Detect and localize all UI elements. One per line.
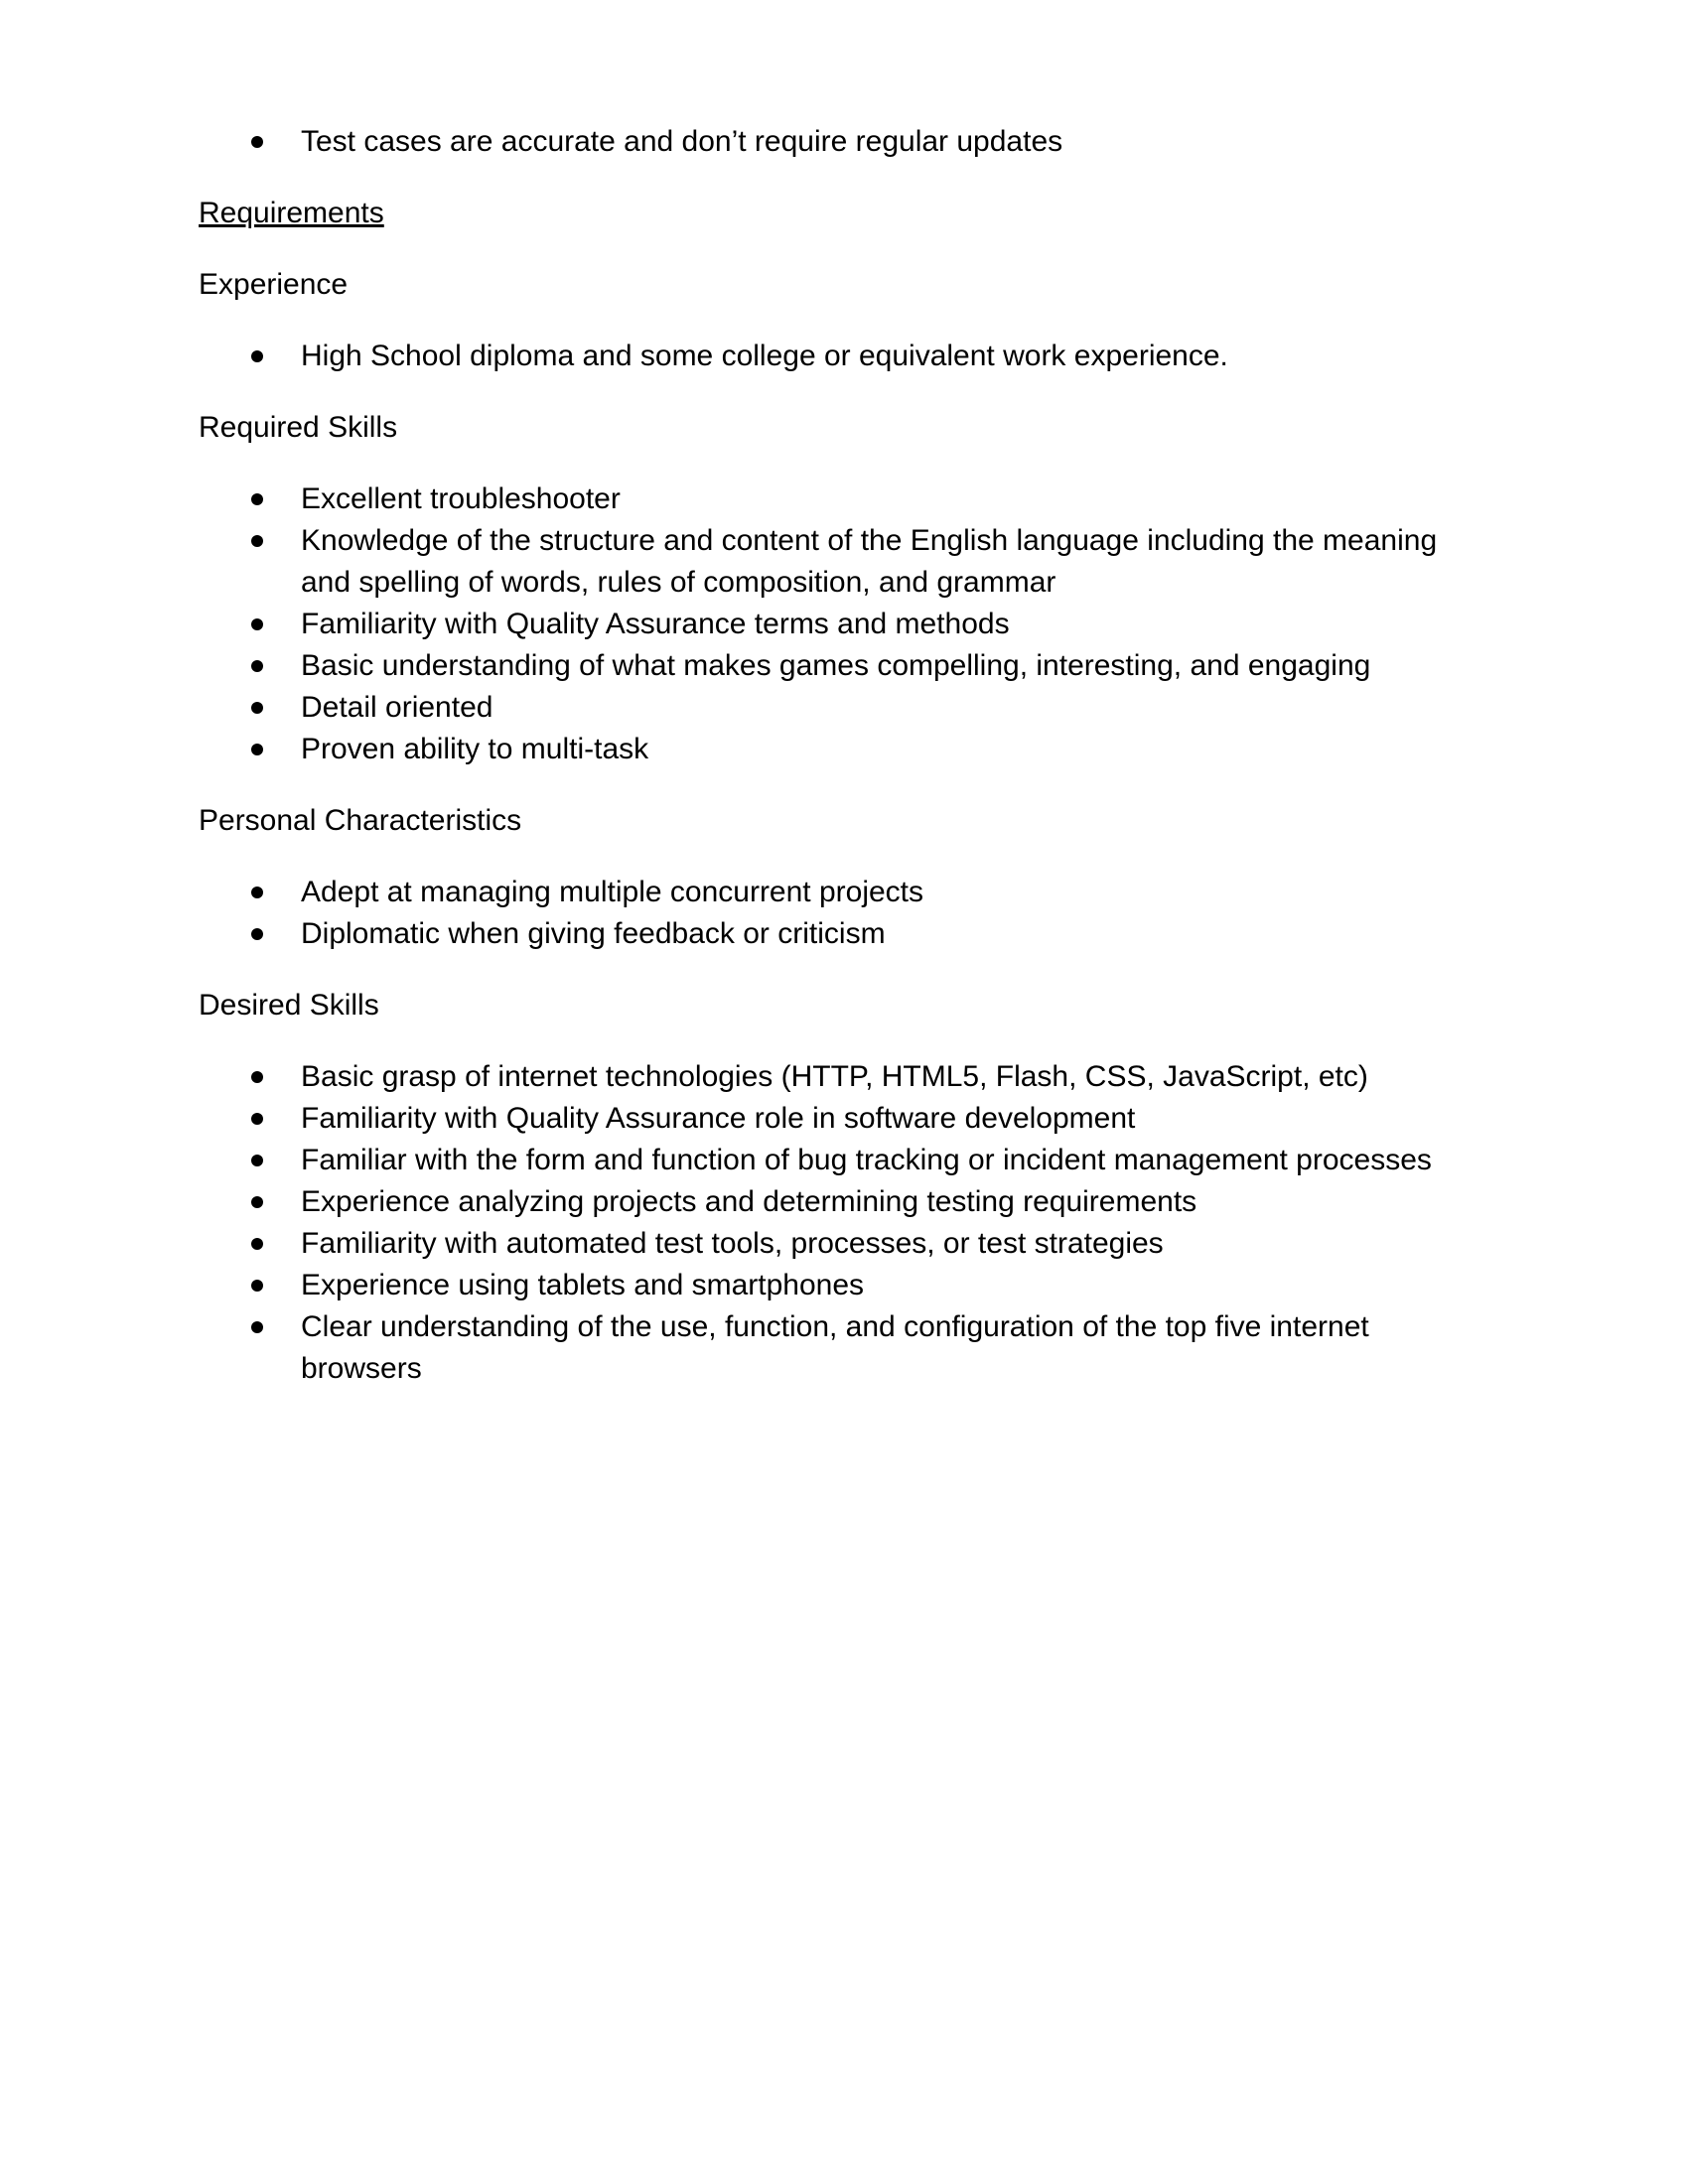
list-item-text: High School diploma and some college or equivalent work experience. [301, 340, 1228, 372]
list-item [199, 1056, 1482, 1098]
list-item [199, 478, 1482, 520]
list-item-text: Familiar with the form and function of bug tracking or incident management processes [301, 1144, 1432, 1176]
bullet-icon [251, 744, 263, 755]
bullet-icon [251, 887, 263, 898]
list-item [199, 1098, 1482, 1140]
bullet-icon [251, 1113, 263, 1125]
bullet-icon [251, 1155, 263, 1166]
list-item [199, 121, 1482, 163]
list-item [199, 729, 1482, 770]
top-bullet-list [199, 121, 1489, 163]
bullet-icon [251, 136, 263, 148]
list-item-text: Excellent troubleshooter [301, 482, 621, 515]
list-item-text: Familiarity with Quality Assurance role in software development [301, 1102, 1136, 1135]
list-item [199, 1140, 1482, 1181]
bullet-icon [251, 1321, 263, 1333]
bullet-icon [251, 1238, 263, 1250]
bullet-icon [251, 493, 263, 505]
bullet-icon [251, 928, 263, 940]
bullet-icon [251, 535, 263, 547]
bullet-icon [251, 618, 263, 630]
list-item-text: Proven ability to multi-task [301, 733, 649, 765]
list-item [199, 520, 1482, 604]
list-item-text: Basic understanding of what makes games compelling, interesting, and engaging [301, 649, 1371, 682]
list-item [199, 645, 1482, 687]
list-item [199, 913, 1482, 955]
section-heading-desired-skills: Desired Skills [199, 989, 379, 1022]
list-item-text: Clear understanding of the use, function, and configuration of the top five internet browsers [301, 1310, 1369, 1385]
list-item-text: Familiarity with Quality Assurance terms and methods [301, 608, 1010, 640]
section-heading-personal-characteristics: Personal Characteristics [199, 804, 522, 837]
bullet-icon [251, 660, 263, 672]
list-item [199, 1181, 1482, 1223]
list-item [199, 872, 1482, 913]
bullet-icon [251, 1071, 263, 1083]
experience-bullet-list [199, 336, 1489, 377]
bullet-icon [251, 1196, 263, 1208]
list-item-text: Experience analyzing projects and determining testing requirements [301, 1185, 1197, 1218]
list-item-text: Diplomatic when giving feedback or criticism [301, 917, 886, 950]
section-heading-required-skills: Required Skills [199, 411, 398, 444]
required-skills-bullet-list [199, 478, 1489, 770]
list-item [199, 687, 1482, 729]
section-heading-requirements: Requirements [199, 197, 384, 229]
list-item [199, 604, 1482, 645]
list-item [199, 1265, 1482, 1306]
list-item [199, 336, 1482, 377]
list-item-text: Familiarity with automated test tools, processes, or test strategies [301, 1227, 1164, 1260]
bullet-icon [251, 1280, 263, 1292]
list-item-text: Adept at managing multiple concurrent projects [301, 876, 924, 908]
personal-characteristics-bullet-list [199, 872, 1489, 955]
list-item [199, 1223, 1482, 1265]
list-item-text: Test cases are accurate and don’t require regular updates [301, 125, 1063, 158]
section-heading-experience: Experience [199, 268, 349, 301]
list-item-text: Basic grasp of internet technologies (HTTP, HTML5, Flash, CSS, JavaScript, etc) [301, 1060, 1368, 1093]
list-item-text: Knowledge of the structure and content of the English language including the meaning and spelling of words, rules of composition, and grammar [301, 524, 1438, 599]
desired-skills-bullet-list [199, 1056, 1489, 1390]
list-item-text: Detail oriented [301, 691, 493, 724]
list-item-text: Experience using tablets and smartphones [301, 1269, 865, 1301]
list-item [199, 1306, 1482, 1390]
bullet-icon [251, 702, 263, 714]
bullet-icon [251, 350, 263, 362]
